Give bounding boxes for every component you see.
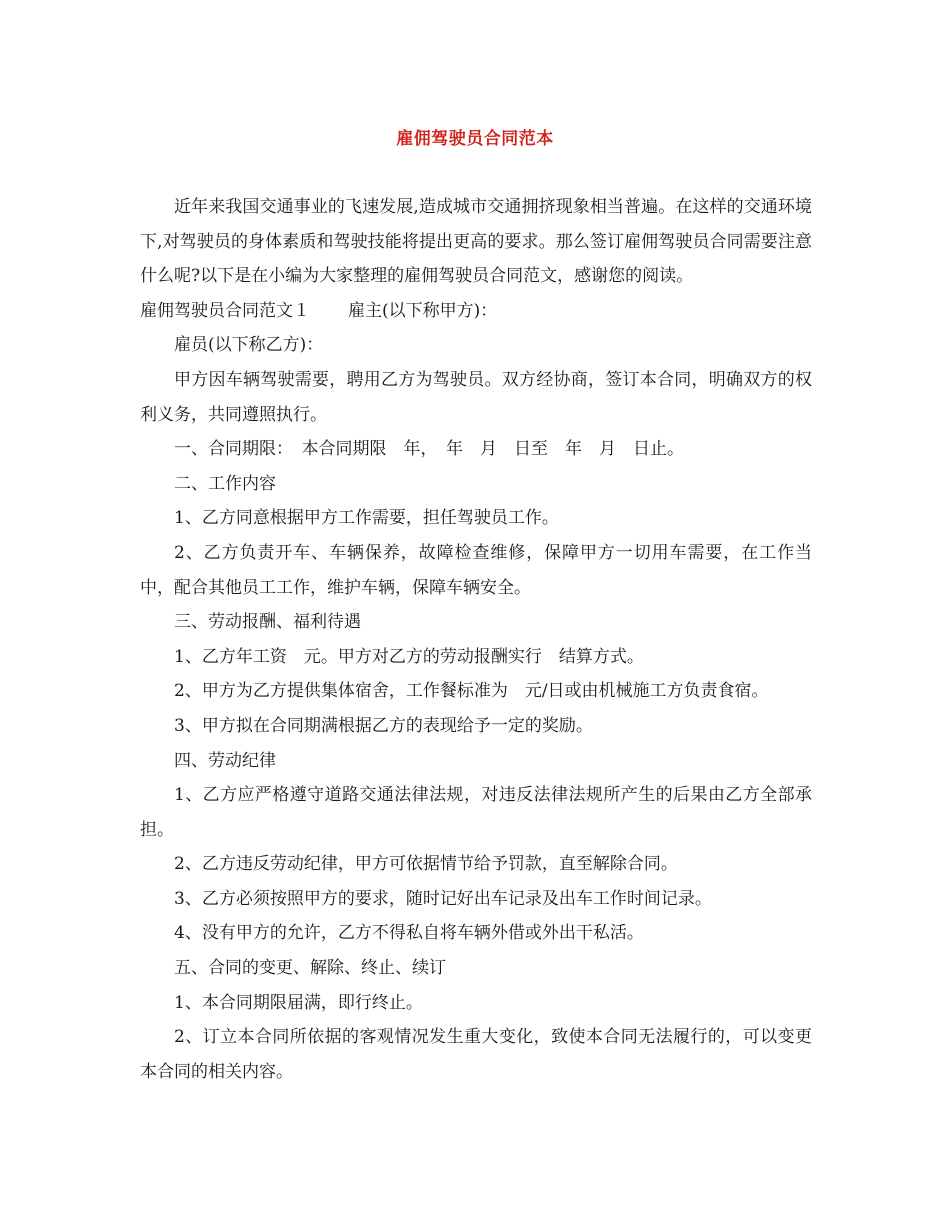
- section-3-item-3: 3、甲方拟在合同期满根据乙方的表现给予一定的奖励。: [174, 715, 593, 736]
- preamble-paragraph: 甲方因车辆驾驶需要，聘用乙方为驾驶员。双方经协商，签订本合同，明确双方的权利义务，共同遵照执行。: [140, 369, 812, 425]
- section-2-heading: 二、工作内容: [174, 473, 276, 494]
- section-5-item-1: 1、本合同期限届满，即行终止。: [174, 992, 423, 1013]
- section-4-item-4: 4、没有甲方的允许，乙方不得私自将车辆外借或外出干私活。: [174, 923, 644, 944]
- section-3-heading: 三、劳动报酬、福利待遇: [174, 612, 361, 633]
- section-4-item-2: 2、乙方违反劳动纪律，甲方可依据情节给予罚款，直至解除合同。: [174, 854, 678, 875]
- section-3-item-1: 1、乙方年工资 元。甲方对乙方的劳动报酬实行 结算方式。: [174, 646, 644, 667]
- section-4-item-1: 1、乙方应严格遵守道路交通法律法规，对违反法律法规所产生的后果由乙方全部承担。: [140, 785, 812, 840]
- section-1-heading: 一、合同期限： 本合同期限 年， 年 月 日至 年 月 日止。: [174, 439, 684, 460]
- section-2-item-2: 2、乙方负责开车、车辆保养，故障检查维修，保障甲方一切用车需要，在工作当中，配合其他员工工作，维护车辆，保障车辆安全。: [140, 542, 812, 598]
- document-title: 雇佣驾驶员合同范本: [396, 129, 554, 149]
- section-5-item-2: 2、订立本合同所依据的客观情况发生重大变化，致使本合同无法履行的，可以变更本合同的相关内容。: [140, 1027, 812, 1082]
- section-3-item-2: 2、甲方为乙方提供集体宿舍，工作餐标准为 元/日或由机械施工方负责食宿。: [174, 681, 769, 702]
- section-4-heading: 四、劳动纪律: [174, 750, 276, 771]
- sample-heading: 雇佣驾驶员合同范文１: [140, 300, 310, 321]
- section-4-item-3: 3、乙方必须按照甲方的要求，随时记好出车记录及出车工作时间记录。: [174, 888, 712, 909]
- employer-line: 雇主(以下称甲方)：: [348, 300, 498, 321]
- sample-heading-line: [140, 294, 812, 329]
- section-5-heading: 五、合同的变更、解除、终止、续订: [174, 958, 446, 979]
- intro-paragraph: 近年来我国交通事业的飞速发展,造成城市交通拥挤现象相当普遍。在这样的交通环境下,对驾驶员的身体素质和驾驶技能将提出更高的要求。那么签订雇佣驾驶员合同需要注意什么呢?以下是在小编为大家整理的雇佣驾驶员合同范文，感谢您的阅读。: [140, 197, 812, 287]
- document-body: [140, 190, 812, 1089]
- section-2-item-1: 1、乙方同意根据甲方工作需要，担任驾驶员工作。: [174, 508, 559, 529]
- employee-line: 雇员(以下称乙方)：: [174, 335, 324, 356]
